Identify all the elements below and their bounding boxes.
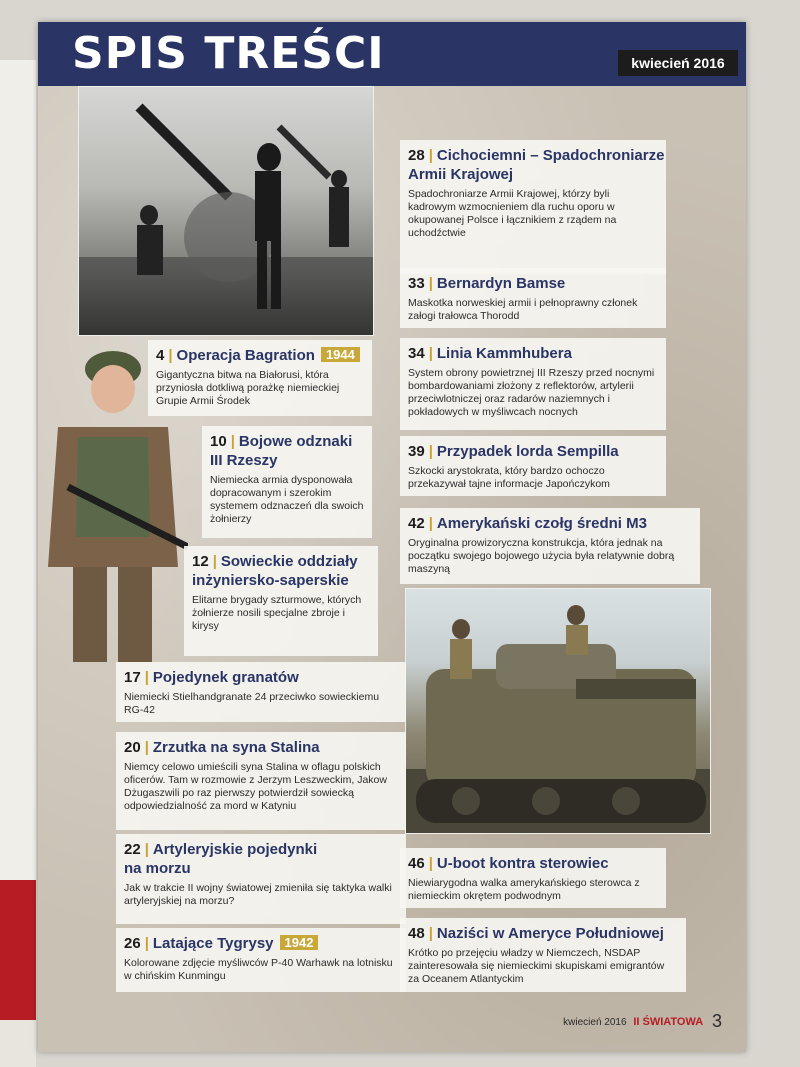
footer-date: kwiecień 2016 (563, 1017, 627, 1028)
article-desc: Maskotka norweskiej armii i pełnoprawny członek załogi trałowca Thorodd (408, 297, 638, 322)
article-title: Cichociemni – Spadochroniarze (436, 147, 665, 164)
article-42[interactable]: 42 | Amerykański czołg średni M3 Oryginalna prowizoryczna konstrukcja, która jednak na początku swojego bojowego użycia była relatywnie dobrą maszyną (400, 508, 700, 584)
article-title-line2: Armii Krajowej (408, 166, 514, 183)
article-4[interactable]: 4 | Operacja Bagration 1944 Gigantyczna bitwa na Białorusi, która przyniosła dotkliwą porażkę niemieckiej Grupie Armii Środek (148, 340, 372, 416)
article-title: Przypadek lorda Sempilla (436, 443, 619, 460)
article-28[interactable]: 28 | Cichociemni – Spadochroniarze Armii Krajowej Spadochroniarze Armii Krajowej, którzy byli kadrowym wzmocnieniem dla ruchu oporu w okupowanej Polsce i łącznikiem z rządem na uchodźctwie (400, 140, 666, 274)
page-number: 3 (711, 1011, 722, 1031)
article-desc: Krótko po przejęciu władzy w Niemczech, NSDAP zainteresowała się niemieckimi skupiskami emigrantów za Oceanem Atlantyckim (408, 947, 665, 985)
page-footer (563, 1011, 722, 1032)
article-desc: Gigantyczna bitwa na Białorusi, która przyniosła dotkliwą porażkę niemieckiej Grupie Armii Środek (156, 369, 340, 407)
footer-brand: II ŚWIATOWA (633, 1016, 704, 1028)
article-title: Linia Kammhubera (436, 345, 572, 362)
article-22[interactable]: 22 | Artyleryjskie pojedynki na morzu Jak w trakcie II wojny światowej zmieniła się taktyka walki artyleryjskiej na morzu? (116, 834, 406, 924)
article-title: Artyleryjskie pojedynki (152, 841, 318, 858)
article-title: Sowieckie oddziały (220, 553, 358, 570)
page-title: SPIS TREŚCI (72, 28, 385, 79)
magazine-page (38, 22, 746, 1052)
article-title: Bojowe odznaki (238, 433, 353, 450)
article-title: Naziści w Ameryce Południowej (436, 925, 664, 942)
article-desc: Niewiarygodna walka amerykańskiego sterowca z niemieckim okrętem podwodnym (408, 877, 640, 902)
article-34[interactable]: 34 | Linia Kammhubera System obrony powietrznej III Rzeszy przed nocnymi bombardowaniami złożony z reflektorów, artylerii przeciwlotniczej oraz radarów naziemnych i pokładowych w myśliwcach nocnych (400, 338, 666, 430)
article-title-line2: na morzu (124, 860, 191, 877)
article-title: Pojedynek granatów (152, 669, 299, 686)
article-title: Amerykański czołg średni M3 (436, 515, 647, 532)
header-bar (38, 22, 746, 86)
year-badge: 1944 (321, 347, 360, 362)
artillery-photo (78, 86, 374, 336)
tank-photo (405, 588, 711, 834)
article-desc: Niemiecki Stielhandgranate 24 przeciwko sowieckiemu RG-42 (124, 691, 380, 716)
article-title: Zrzutka na syna Stalina (152, 739, 320, 756)
article-desc: System obrony powietrznej III Rzeszy przed nocnymi bombardowaniami złożony z reflektorów, artylerii przeciwlotniczej oraz radarów naziemnych i pokładowych w myśliwcach nocnych (408, 367, 655, 418)
article-title: Latające Tygrysy (152, 935, 274, 952)
article-desc: Oryginalna prowizoryczna konstrukcja, która jednak na początku swojego bojowego użycia była relatywnie dobrą maszyną (408, 537, 675, 575)
article-17[interactable]: 17 | Pojedynek granatów Niemiecki Stielhandgranate 24 przeciwko sowieckiemu RG-42 (116, 662, 406, 722)
article-desc: Niemcy celowo umieścili syna Stalina w oflagu polskich oficerów. Tam w rozmowie z Jerzym Leszweckim, Jakow Dżugaszwili po raz pierwszy potwierdził sowiecką odpowiedzialność za mord w Katyniu (124, 761, 387, 812)
article-desc: Niemiecka armia dysponowała dopracowanym i szerokim systemem odznaczeń dla swoich żołnierzy (210, 474, 364, 525)
article-title-line2: inżyniersko-saperskie (192, 572, 349, 589)
article-10[interactable]: 10 | Bojowe odznaki III Rzeszy Niemiecka armia dysponowała dopracowanym i szerokim systemem odznaczeń dla swoich żołnierzy (202, 426, 372, 538)
article-title-line2: III Rzeszy (210, 452, 278, 469)
article-desc: Szkocki arystokrata, który bardzo ochoczo przekazywał tajne informacje Japończykom (408, 465, 610, 490)
article-desc: Kolorowane zdjęcie myśliwców P-40 Warhawk na lotnisku w chińskim Kunmingu (124, 957, 393, 982)
article-48[interactable]: 48 | Naziści w Ameryce Południowej Krótko po przejęciu władzy w Niemczech, NSDAP zainteresowała się niemieckimi skupiskami emigrantów za Oceanem Atlantyckim (400, 918, 686, 992)
article-12[interactable]: 12 | Sowieckie oddziały inżyniersko-saperskie Elitarne brygady szturmowe, których żołnierze nosili specjalne zbroje i kirysy (184, 546, 378, 656)
year-badge: 1942 (280, 935, 319, 950)
issue-date: kwiecień 2016 (618, 50, 738, 76)
article-20[interactable]: 20 | Zrzutka na syna Stalina Niemcy celowo umieścili syna Stalina w oflagu polskich oficerów. Tam w rozmowie z Jerzym Leszweckim, Jakow Dżugaszwili po raz pierwszy potwierdził sowiecką odpowiedzialność za mord w Katyniu (116, 732, 406, 830)
article-desc: Elitarne brygady szturmowe, których żołnierze nosili specjalne zbroje i kirysy (192, 594, 362, 632)
article-46[interactable]: 46 | U-boot kontra sterowiec Niewiarygodna walka amerykańskiego sterowca z niemieckim okrętem podwodnym (400, 848, 666, 908)
article-desc: Jak w trakcie II wojny światowej zmieniła się taktyka walki artyleryjskiej na morzu? (124, 882, 392, 907)
article-title: U-boot kontra sterowiec (436, 855, 609, 872)
article-33[interactable]: 33 | Bernardyn Bamse Maskotka norweskiej armii i pełnoprawny członek załogi trałowca Thorodd (400, 268, 666, 328)
article-title: Bernardyn Bamse (436, 275, 566, 292)
article-title: Operacja Bagration (176, 347, 315, 364)
article-desc: Spadochroniarze Armii Krajowej, którzy byli kadrowym wzmocnieniem dla ruchu oporu w okupowanej Polsce i łącznikiem z rządem na uchodźctwie (408, 188, 617, 239)
article-39[interactable]: 39 | Przypadek lorda Sempilla Szkocki arystokrata, który bardzo ochoczo przekazywał tajne informacje Japończykom (400, 436, 666, 496)
article-26[interactable]: 26 | Latające Tygrysy 1942 Kolorowane zdjęcie myśliwców P-40 Warhawk na lotnisku w chińskim Kunmingu (116, 928, 406, 992)
left-page-edge (0, 60, 36, 1067)
